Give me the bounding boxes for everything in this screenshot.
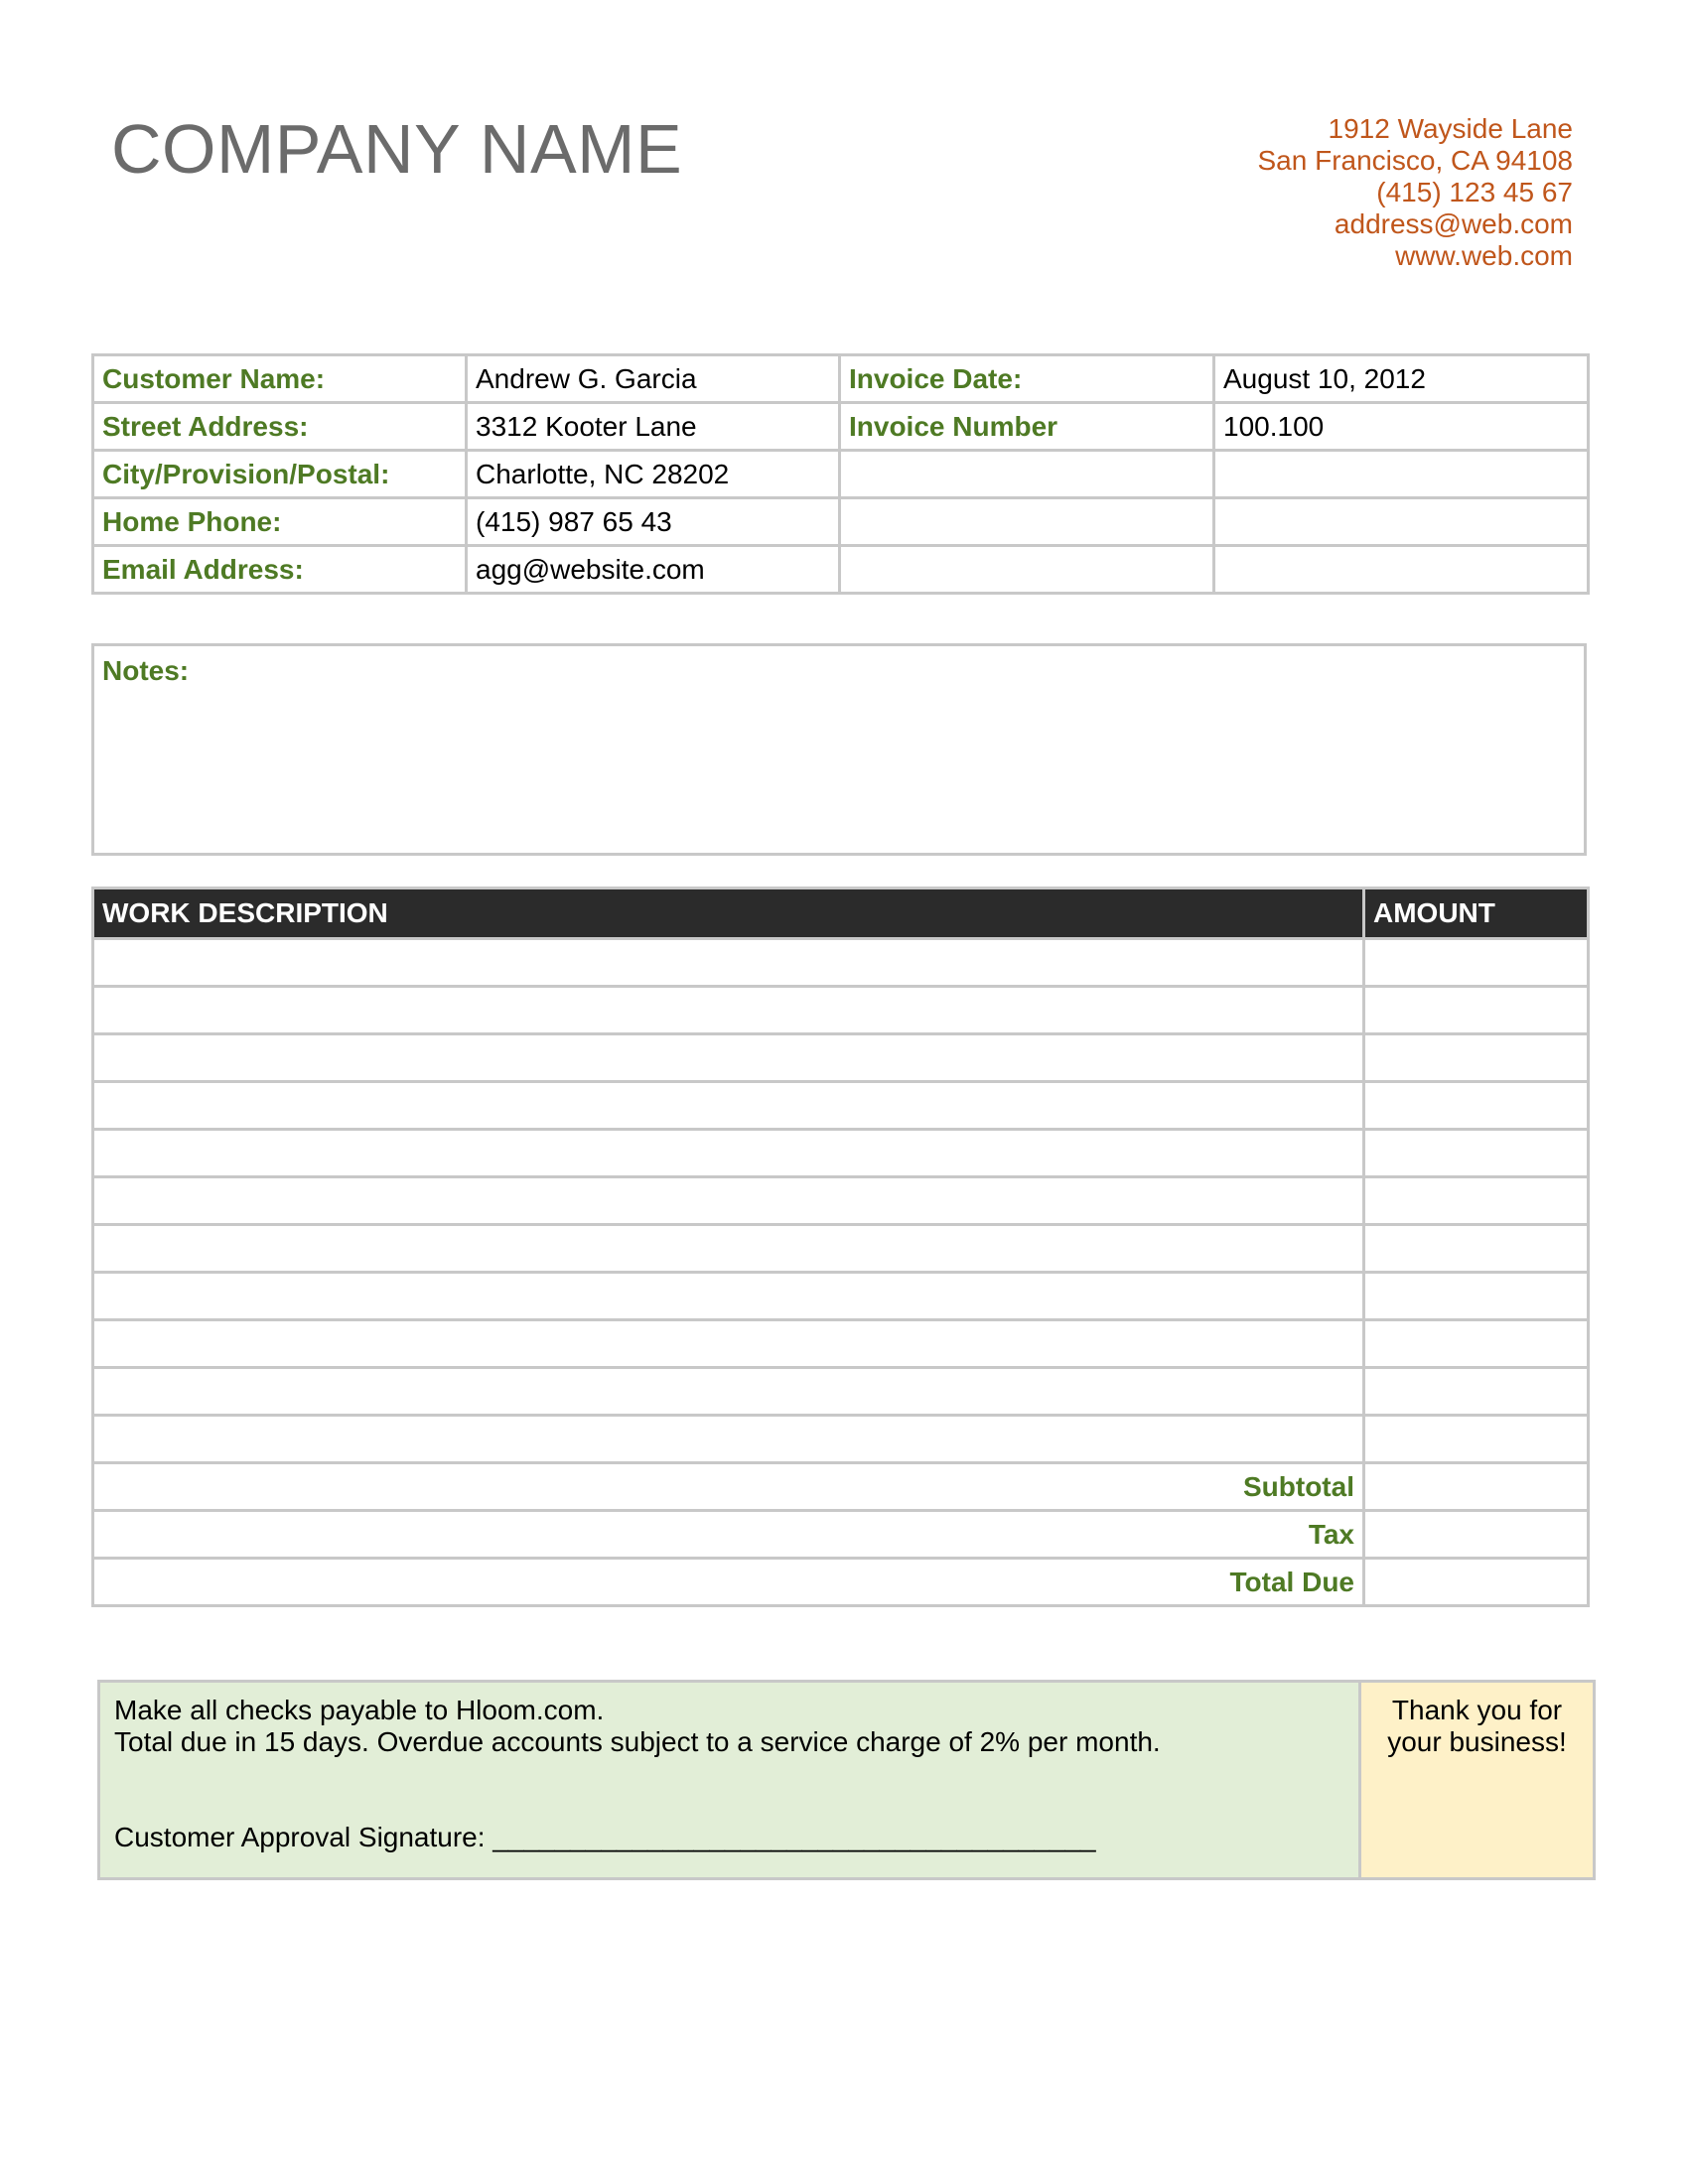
empty-label-cell <box>840 498 1214 546</box>
amount-cell <box>1364 1368 1589 1416</box>
payment-instructions: Make all checks payable to Hloom.com. <box>114 1695 605 1725</box>
company-name: COMPANY NAME <box>111 110 683 188</box>
invoice-date-value: August 10, 2012 <box>1214 355 1589 403</box>
work-description-table <box>91 887 1590 1607</box>
total-due-label: Total Due <box>93 1559 1364 1606</box>
table-row <box>93 1320 1589 1368</box>
customer-name-label: Customer Name: <box>93 355 467 403</box>
table-row <box>93 987 1589 1034</box>
tax-label: Tax <box>93 1511 1364 1559</box>
work-description-cell <box>93 939 1364 987</box>
payment-terms-cell <box>99 1682 1360 1879</box>
amount-cell <box>1364 1177 1589 1225</box>
amount-cell <box>1364 1225 1589 1273</box>
work-description-cell <box>93 1320 1364 1368</box>
company-address-block <box>1257 113 1573 272</box>
work-description-cell <box>93 1416 1364 1463</box>
tax-amount-cell <box>1364 1511 1589 1559</box>
table-row <box>93 1177 1589 1225</box>
work-description-cell <box>93 1082 1364 1130</box>
table-row <box>93 498 1589 546</box>
thank-you-line-2: your business! <box>1387 1726 1567 1757</box>
footer-table <box>97 1680 1596 1880</box>
work-description-cell <box>93 1177 1364 1225</box>
table-row <box>93 1368 1589 1416</box>
table-row <box>93 546 1589 594</box>
table-row <box>93 403 1589 451</box>
address-phone: (415) 123 45 67 <box>1376 177 1573 207</box>
table-header-row <box>93 888 1589 939</box>
address-street: 1912 Wayside Lane <box>1328 113 1573 144</box>
home-phone-value: (415) 987 65 43 <box>467 498 840 546</box>
table-row <box>93 1082 1589 1130</box>
work-description-cell <box>93 1034 1364 1082</box>
invoice-number-label: Invoice Number <box>840 403 1214 451</box>
footer-row <box>99 1682 1595 1879</box>
total-due-amount-cell <box>1364 1559 1589 1606</box>
email-address-value: agg@website.com <box>467 546 840 594</box>
thank-you-cell <box>1360 1682 1595 1879</box>
customer-approval-signature: Customer Approval Signature: _______________________________________ <box>114 1822 1096 1852</box>
subtotal-amount-cell <box>1364 1463 1589 1511</box>
amount-cell <box>1364 939 1589 987</box>
empty-value-cell <box>1214 451 1589 498</box>
notes-label: Notes: <box>102 655 190 686</box>
customer-name-value: Andrew G. Garcia <box>467 355 840 403</box>
table-row <box>93 1034 1589 1082</box>
table-row <box>93 1416 1589 1463</box>
address-city: San Francisco, CA 94108 <box>1257 145 1573 176</box>
amount-header: AMOUNT <box>1364 888 1589 939</box>
table-row <box>93 355 1589 403</box>
notes-box <box>91 643 1587 856</box>
table-row <box>93 1273 1589 1320</box>
amount-cell <box>1364 1320 1589 1368</box>
home-phone-label: Home Phone: <box>93 498 467 546</box>
table-row <box>93 939 1589 987</box>
table-row <box>93 1225 1589 1273</box>
invoice-date-label: Invoice Date: <box>840 355 1214 403</box>
tax-row <box>93 1511 1589 1559</box>
empty-value-cell <box>1214 546 1589 594</box>
work-description-header: WORK DESCRIPTION <box>93 888 1364 939</box>
amount-cell <box>1364 987 1589 1034</box>
payment-terms: Total due in 15 days. Overdue accounts subject to a service charge of 2% per month. <box>114 1726 1161 1757</box>
subtotal-row <box>93 1463 1589 1511</box>
thank-you-line-1: Thank you for <box>1391 1695 1563 1725</box>
empty-label-cell <box>840 451 1214 498</box>
table-row <box>93 451 1589 498</box>
work-description-cell <box>93 987 1364 1034</box>
total-due-row <box>93 1559 1589 1606</box>
city-postal-value: Charlotte, NC 28202 <box>467 451 840 498</box>
work-description-cell <box>93 1368 1364 1416</box>
empty-label-cell <box>840 546 1214 594</box>
amount-cell <box>1364 1416 1589 1463</box>
street-address-label: Street Address: <box>93 403 467 451</box>
street-address-value: 3312 Kooter Lane <box>467 403 840 451</box>
empty-value-cell <box>1214 498 1589 546</box>
amount-cell <box>1364 1082 1589 1130</box>
work-description-cell <box>93 1225 1364 1273</box>
amount-cell <box>1364 1034 1589 1082</box>
amount-cell <box>1364 1273 1589 1320</box>
customer-info-table <box>91 353 1590 595</box>
city-postal-label: City/Provision/Postal: <box>93 451 467 498</box>
email-address-label: Email Address: <box>93 546 467 594</box>
address-email: address@web.com <box>1334 208 1573 239</box>
subtotal-label: Subtotal <box>93 1463 1364 1511</box>
invoice-number-value: 100.100 <box>1214 403 1589 451</box>
amount-cell <box>1364 1130 1589 1177</box>
work-description-cell <box>93 1273 1364 1320</box>
work-description-cell <box>93 1130 1364 1177</box>
address-website: www.web.com <box>1395 240 1573 271</box>
table-row <box>93 1130 1589 1177</box>
